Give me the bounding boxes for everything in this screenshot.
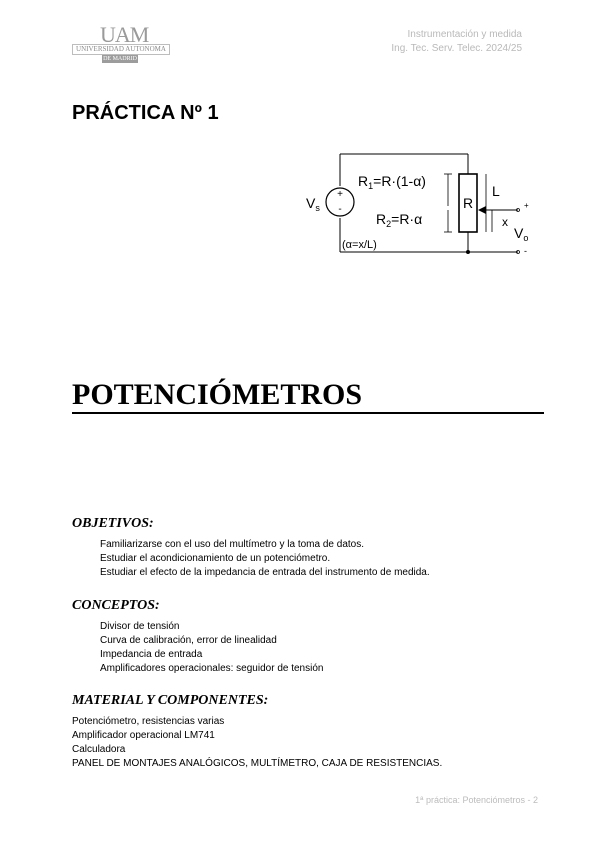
logo-city: DE MADRID <box>103 56 137 62</box>
list-item: Impedancia de entrada <box>100 649 203 660</box>
university-logo <box>72 22 170 64</box>
logo-university-name: UNIVERSIDAD AUTONOMA <box>72 44 170 55</box>
source-plus: + <box>337 189 343 200</box>
list-item: Familiarizarse con el uso del multímetro y la toma de datos. <box>100 539 364 550</box>
output-minus: - <box>524 246 527 256</box>
source-minus: - <box>338 204 342 215</box>
alpha-definition: (α=x/L) <box>342 239 377 251</box>
list-item: Potenciómetro, resistencias varias <box>72 716 225 727</box>
materials-section <box>72 693 442 771</box>
list-item: Divisor de tensión <box>100 621 180 632</box>
output-label: $V_o$ <box>514 225 529 243</box>
output-plus: + <box>524 201 529 210</box>
practice-title: PRÁCTICA Nº 1 <box>72 102 219 124</box>
r2-expression: $R_2=R\cdot\alpha$ <box>376 211 423 229</box>
ground-junction <box>466 250 470 254</box>
source-label: $V_s$ <box>306 195 320 213</box>
wiper-arrow <box>478 206 486 214</box>
position-label: x <box>502 215 508 229</box>
resistor-label: R <box>462 195 474 211</box>
page-footer: 1ª práctica: Potenciómetros - 2 <box>415 795 538 805</box>
logo-mark: UAM <box>100 22 149 47</box>
list-item: Estudiar el acondicionamiento de un potenciómetro. <box>100 553 331 564</box>
list-item: PANEL DE MONTAJES ANALÓGICOS, MULTÍMETRO, CAJA DE RESISTENCIAS. <box>72 758 443 769</box>
concepts-section <box>72 598 323 676</box>
objectives-heading: OBJETIVOS: <box>72 516 154 531</box>
potentiometer-circuit-diagram <box>300 148 540 260</box>
list-item: Amplificador operacional LM741 <box>72 730 215 741</box>
materials-heading: MATERIAL Y COMPONENTES: <box>72 693 269 708</box>
concepts-list <box>72 620 323 676</box>
length-label: L <box>492 183 500 199</box>
concepts-heading: CONCEPTOS: <box>72 598 160 613</box>
r1-expression: $R_1=R\cdot(1-\alpha)$ <box>358 173 426 191</box>
main-title: POTENCIÓMETROS <box>72 378 544 414</box>
list-item: Calculadora <box>72 744 126 755</box>
objectives-section <box>72 516 430 580</box>
list-item: Curva de calibración, error de linealidad <box>100 635 277 646</box>
degree-year: Ing. Tec. Serv. Telec. 2024/25 <box>391 43 522 54</box>
list-item: Estudiar el efecto de la impedancia de entrada del instrumento de medida. <box>100 567 430 578</box>
materials-list <box>72 715 442 771</box>
list-item: Amplificadores operacionales: seguidor de tensión <box>100 663 324 674</box>
page-header <box>391 28 522 56</box>
course-name: Instrumentación y medida <box>407 29 522 40</box>
objectives-list <box>72 538 430 580</box>
